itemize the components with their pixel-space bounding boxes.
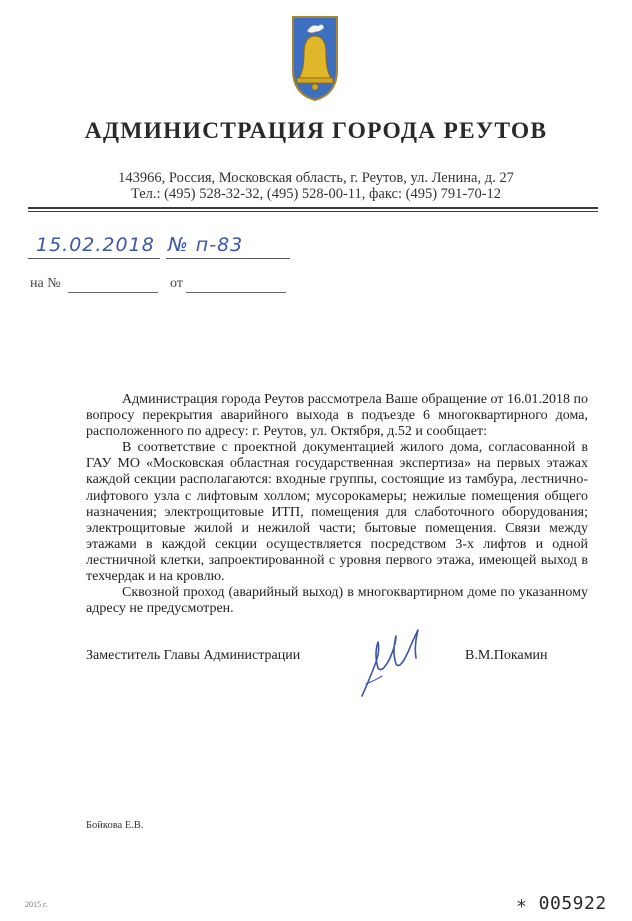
outgoing-number: № п-83	[168, 234, 244, 256]
number-underline	[166, 258, 290, 259]
body-paragraph: Администрация города Реутов рассмотрела Ваше обращение от 16.01.2018 по вопросу перекрытия аварийного выхода в подъезде 6 многоквартирного дома, расположенного по адресу: г. Реутов, ул. Октября, д.52 и сообщает:	[86, 392, 588, 440]
signature-scribble	[352, 622, 432, 700]
header-divider	[28, 207, 598, 209]
body-paragraph: В соответствие с проектной документацией жилого дома, согласованной в ГАУ МО «Московская областная государственная экспертиза» на первых этажах каждой секции располагаются: входные группы, состоящие из тамбура, лестнично-лифтового узла с лифтовым холлом; мусорокамеры; нежилые помещения общего назначения; электрощитовые ИТП, помещения для слаботочного оборудования; электрощитовые жилой и нежилой части; бытовые помещения. Связи между этажами в каждой секции осуществляется посредством 3-х лифтов и одной лестничной клетки, запроектированной с уровня первого этажа, имеющей выход в техчердак и на кровлю.	[86, 440, 588, 585]
form-serial-number: ∗ 005922	[516, 893, 607, 914]
organization-address: 143966, Россия, Московская область, г. Реутов, ул. Ленина, д. 27	[118, 170, 514, 186]
coat-of-arms-icon	[290, 14, 340, 102]
reference-number-line	[68, 292, 158, 293]
form-year-mark: 2015 г.	[25, 900, 48, 909]
header-divider-thin	[28, 211, 598, 212]
reference-number-label: на №	[30, 276, 61, 291]
signatory-position: Заместитель Главы Администрации	[86, 648, 301, 663]
organization-phones: Тел.: (495) 528-32-32, (495) 528-00-11, факс: (495) 791-70-12	[130, 186, 502, 202]
body-paragraph: Сквозной проход (аварийный выход) в многоквартирном доме по указанному адресу не предусмотрен.	[86, 585, 588, 617]
reference-date-label: от	[170, 276, 183, 291]
outgoing-date: 15.02.2018	[36, 234, 155, 256]
organization-title: АДМИНИСТРАЦИЯ ГОРОДА РЕУТОВ	[84, 118, 548, 144]
letter-body	[86, 392, 588, 617]
reference-date-line	[186, 292, 286, 293]
signatory-name: В.М.Покамин	[465, 648, 548, 663]
date-underline	[28, 258, 160, 259]
executor-name: Бойкова Е.В.	[86, 820, 144, 831]
